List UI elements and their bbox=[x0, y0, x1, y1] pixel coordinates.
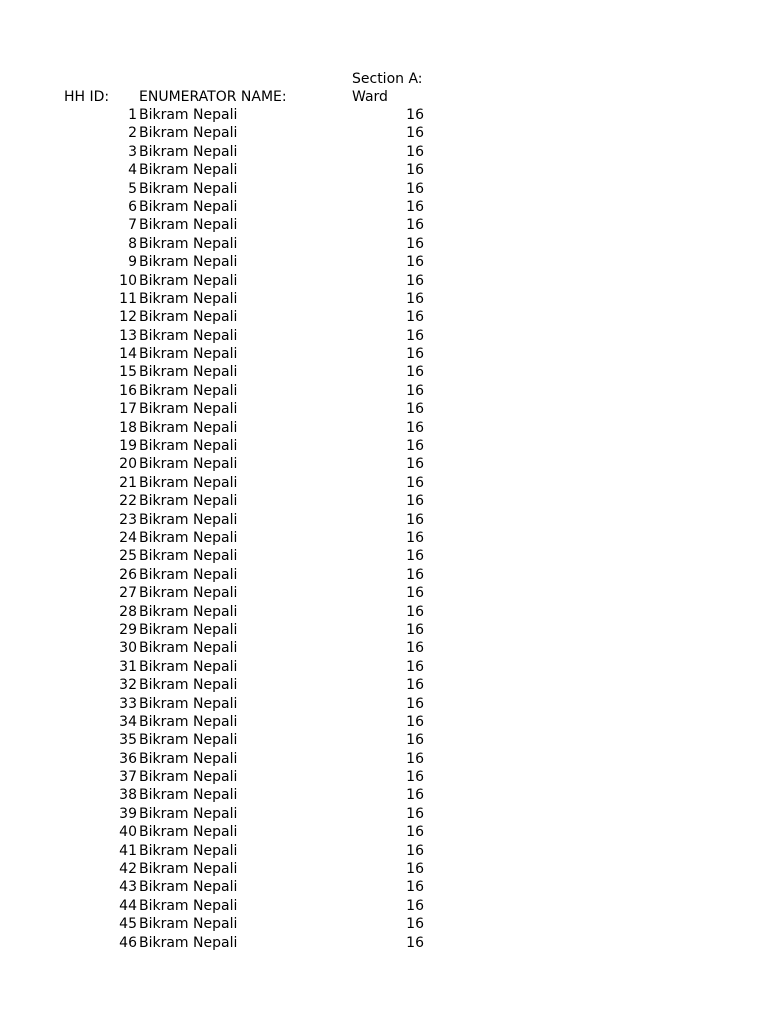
table-row bbox=[0, 731, 768, 749]
enumerator-name-cell: Bikram Nepali bbox=[139, 419, 238, 436]
table-row bbox=[0, 786, 768, 804]
ward-cell: 16 bbox=[406, 217, 424, 234]
enumerator-name-cell: Bikram Nepali bbox=[139, 787, 238, 804]
ward-cell: 16 bbox=[406, 235, 424, 252]
hh-id-cell: 23 bbox=[119, 511, 137, 528]
enumerator-name-cell: Bikram Nepali bbox=[139, 695, 238, 712]
enumerator-name-cell: Bikram Nepali bbox=[139, 401, 238, 418]
enumerator-name-cell: Bikram Nepali bbox=[139, 897, 238, 914]
hh-id-cell: 24 bbox=[119, 529, 137, 546]
ward-cell: 16 bbox=[406, 861, 424, 878]
table-row bbox=[0, 878, 768, 896]
ward-cell: 16 bbox=[406, 566, 424, 583]
header-enumerator-name: ENUMERATOR NAME: bbox=[139, 89, 287, 105]
hh-id-cell: 37 bbox=[119, 769, 137, 786]
table-row bbox=[0, 768, 768, 786]
ward-cell: 16 bbox=[406, 934, 424, 951]
hh-id-cell: 7 bbox=[128, 217, 137, 234]
ward-cell: 16 bbox=[406, 879, 424, 896]
hh-id-cell: 21 bbox=[119, 474, 137, 491]
ward-cell: 16 bbox=[406, 180, 424, 197]
enumerator-name-cell: Bikram Nepali bbox=[139, 934, 238, 951]
table-row bbox=[0, 106, 768, 124]
table-row bbox=[0, 676, 768, 694]
hh-id-cell: 11 bbox=[119, 290, 137, 307]
enumerator-name-cell: Bikram Nepali bbox=[139, 382, 238, 399]
table-row bbox=[0, 437, 768, 455]
enumerator-name-cell: Bikram Nepali bbox=[139, 621, 238, 638]
table-row bbox=[0, 823, 768, 841]
hh-id-cell: 17 bbox=[119, 401, 137, 418]
enumerator-name-cell: Bikram Nepali bbox=[139, 198, 238, 215]
table-row bbox=[0, 400, 768, 418]
table-row bbox=[0, 915, 768, 933]
table-row bbox=[0, 327, 768, 345]
hh-id-cell: 44 bbox=[119, 897, 137, 914]
hh-id-cell: 46 bbox=[119, 934, 137, 951]
header-section-a: Section A: bbox=[352, 71, 423, 87]
enumerator-name-cell: Bikram Nepali bbox=[139, 346, 238, 363]
ward-cell: 16 bbox=[406, 713, 424, 730]
enumerator-name-cell: Bikram Nepali bbox=[139, 493, 238, 510]
enumerator-name-cell: Bikram Nepali bbox=[139, 364, 238, 381]
ward-cell: 16 bbox=[406, 162, 424, 179]
table-row bbox=[0, 897, 768, 915]
ward-cell: 16 bbox=[406, 327, 424, 344]
ward-cell: 16 bbox=[406, 548, 424, 565]
hh-id-cell: 26 bbox=[119, 566, 137, 583]
hh-id-cell: 14 bbox=[119, 346, 137, 363]
ward-cell: 16 bbox=[406, 346, 424, 363]
table-row bbox=[0, 750, 768, 768]
enumerator-name-cell: Bikram Nepali bbox=[139, 658, 238, 675]
enumerator-name-cell: Bikram Nepali bbox=[139, 548, 238, 565]
enumerator-name-cell: Bikram Nepali bbox=[139, 309, 238, 326]
table-row bbox=[0, 272, 768, 290]
ward-cell: 16 bbox=[406, 254, 424, 271]
hh-id-cell: 45 bbox=[119, 916, 137, 933]
ward-cell: 16 bbox=[406, 897, 424, 914]
ward-cell: 16 bbox=[406, 511, 424, 528]
table-row bbox=[0, 345, 768, 363]
ward-cell: 16 bbox=[406, 382, 424, 399]
table-row bbox=[0, 492, 768, 510]
hh-id-cell: 3 bbox=[128, 143, 137, 160]
header-ward: Ward bbox=[352, 89, 388, 105]
ward-cell: 16 bbox=[406, 585, 424, 602]
table-row bbox=[0, 382, 768, 400]
hh-id-cell: 43 bbox=[119, 879, 137, 896]
ward-cell: 16 bbox=[406, 769, 424, 786]
enumerator-name-cell: Bikram Nepali bbox=[139, 162, 238, 179]
hh-id-cell: 38 bbox=[119, 787, 137, 804]
hh-id-cell: 12 bbox=[119, 309, 137, 326]
data-rows bbox=[0, 106, 768, 952]
enumerator-name-cell: Bikram Nepali bbox=[139, 750, 238, 767]
table-row bbox=[0, 529, 768, 547]
hh-id-cell: 15 bbox=[119, 364, 137, 381]
hh-id-cell: 41 bbox=[119, 842, 137, 859]
hh-id-cell: 30 bbox=[119, 640, 137, 657]
ward-cell: 16 bbox=[406, 805, 424, 822]
ward-cell: 16 bbox=[406, 916, 424, 933]
table-row bbox=[0, 934, 768, 952]
ward-cell: 16 bbox=[406, 125, 424, 142]
enumerator-name-cell: Bikram Nepali bbox=[139, 603, 238, 620]
ward-cell: 16 bbox=[406, 143, 424, 160]
hh-id-cell: 16 bbox=[119, 382, 137, 399]
hh-id-cell: 22 bbox=[119, 493, 137, 510]
table-row bbox=[0, 639, 768, 657]
table-row bbox=[0, 180, 768, 198]
enumerator-name-cell: Bikram Nepali bbox=[139, 217, 238, 234]
ward-cell: 16 bbox=[406, 658, 424, 675]
ward-cell: 16 bbox=[406, 401, 424, 418]
table-row bbox=[0, 198, 768, 216]
enumerator-name-cell: Bikram Nepali bbox=[139, 235, 238, 252]
enumerator-name-cell: Bikram Nepali bbox=[139, 842, 238, 859]
enumerator-name-cell: Bikram Nepali bbox=[139, 438, 238, 455]
hh-id-cell: 36 bbox=[119, 750, 137, 767]
header-hh-id: HH ID: bbox=[64, 89, 110, 105]
ward-cell: 16 bbox=[406, 695, 424, 712]
ward-cell: 16 bbox=[406, 272, 424, 289]
table-row bbox=[0, 419, 768, 437]
enumerator-name-cell: Bikram Nepali bbox=[139, 511, 238, 528]
table-row bbox=[0, 161, 768, 179]
ward-cell: 16 bbox=[406, 732, 424, 749]
table-row bbox=[0, 455, 768, 473]
ward-cell: 16 bbox=[406, 474, 424, 491]
enumerator-name-cell: Bikram Nepali bbox=[139, 732, 238, 749]
hh-id-cell: 5 bbox=[128, 180, 137, 197]
table-row bbox=[0, 474, 768, 492]
enumerator-name-cell: Bikram Nepali bbox=[139, 805, 238, 822]
enumerator-name-cell: Bikram Nepali bbox=[139, 916, 238, 933]
table-row bbox=[0, 621, 768, 639]
ward-cell: 16 bbox=[406, 677, 424, 694]
hh-id-cell: 29 bbox=[119, 621, 137, 638]
ward-cell: 16 bbox=[406, 621, 424, 638]
enumerator-name-cell: Bikram Nepali bbox=[139, 254, 238, 271]
hh-id-cell: 20 bbox=[119, 456, 137, 473]
table-row bbox=[0, 547, 768, 565]
enumerator-name-cell: Bikram Nepali bbox=[139, 327, 238, 344]
ward-cell: 16 bbox=[406, 198, 424, 215]
table-row bbox=[0, 658, 768, 676]
ward-cell: 16 bbox=[406, 290, 424, 307]
ward-cell: 16 bbox=[406, 493, 424, 510]
hh-id-cell: 40 bbox=[119, 824, 137, 841]
enumerator-name-cell: Bikram Nepali bbox=[139, 474, 238, 491]
table-row bbox=[0, 584, 768, 602]
ward-cell: 16 bbox=[406, 842, 424, 859]
table-row bbox=[0, 235, 768, 253]
ward-cell: 16 bbox=[406, 640, 424, 657]
hh-id-cell: 28 bbox=[119, 603, 137, 620]
table-row bbox=[0, 603, 768, 621]
enumerator-name-cell: Bikram Nepali bbox=[139, 143, 238, 160]
enumerator-name-cell: Bikram Nepali bbox=[139, 125, 238, 142]
hh-id-cell: 42 bbox=[119, 861, 137, 878]
table-row bbox=[0, 124, 768, 142]
table-row bbox=[0, 290, 768, 308]
table-row bbox=[0, 363, 768, 381]
enumerator-name-cell: Bikram Nepali bbox=[139, 824, 238, 841]
ward-cell: 16 bbox=[406, 309, 424, 326]
enumerator-name-cell: Bikram Nepali bbox=[139, 180, 238, 197]
enumerator-name-cell: Bikram Nepali bbox=[139, 585, 238, 602]
hh-id-cell: 10 bbox=[119, 272, 137, 289]
hh-id-cell: 35 bbox=[119, 732, 137, 749]
ward-cell: 16 bbox=[406, 529, 424, 546]
ward-cell: 16 bbox=[406, 750, 424, 767]
hh-id-cell: 32 bbox=[119, 677, 137, 694]
enumerator-name-cell: Bikram Nepali bbox=[139, 861, 238, 878]
enumerator-name-cell: Bikram Nepali bbox=[139, 677, 238, 694]
table-row bbox=[0, 713, 768, 731]
ward-cell: 16 bbox=[406, 107, 424, 123]
ward-cell: 16 bbox=[406, 456, 424, 473]
hh-id-cell: 25 bbox=[119, 548, 137, 565]
table-row bbox=[0, 566, 768, 584]
hh-id-cell: 27 bbox=[119, 585, 137, 602]
table-row bbox=[0, 805, 768, 823]
hh-id-cell: 18 bbox=[119, 419, 137, 436]
hh-id-cell: 39 bbox=[119, 805, 137, 822]
enumerator-name-cell: Bikram Nepali bbox=[139, 566, 238, 583]
ward-cell: 16 bbox=[406, 438, 424, 455]
enumerator-name-cell: Bikram Nepali bbox=[139, 456, 238, 473]
ward-cell: 16 bbox=[406, 419, 424, 436]
table-row bbox=[0, 143, 768, 161]
hh-id-cell: 2 bbox=[128, 125, 137, 142]
hh-id-cell: 31 bbox=[119, 658, 137, 675]
enumerator-name-cell: Bikram Nepali bbox=[139, 879, 238, 896]
table-row bbox=[0, 308, 768, 326]
table-row bbox=[0, 695, 768, 713]
table-row bbox=[0, 216, 768, 234]
enumerator-name-cell: Bikram Nepali bbox=[139, 272, 238, 289]
hh-id-cell: 13 bbox=[119, 327, 137, 344]
hh-id-cell: 8 bbox=[128, 235, 137, 252]
hh-id-cell: 9 bbox=[128, 254, 137, 271]
table-row bbox=[0, 860, 768, 878]
enumerator-name-cell: Bikram Nepali bbox=[139, 640, 238, 657]
hh-id-cell: 33 bbox=[119, 695, 137, 712]
hh-id-cell: 4 bbox=[128, 162, 137, 179]
hh-id-cell: 6 bbox=[128, 198, 137, 215]
enumerator-name-cell: Bikram Nepali bbox=[139, 769, 238, 786]
ward-cell: 16 bbox=[406, 603, 424, 620]
table-row bbox=[0, 511, 768, 529]
enumerator-name-cell: Bikram Nepali bbox=[139, 529, 238, 546]
ward-cell: 16 bbox=[406, 787, 424, 804]
table-row bbox=[0, 842, 768, 860]
hh-id-cell: 19 bbox=[119, 438, 137, 455]
enumerator-name-cell: Bikram Nepali bbox=[139, 107, 238, 123]
enumerator-name-cell: Bikram Nepali bbox=[139, 290, 238, 307]
hh-id-cell: 1 bbox=[128, 107, 137, 123]
enumerator-name-cell: Bikram Nepali bbox=[139, 713, 238, 730]
table-row bbox=[0, 253, 768, 271]
ward-cell: 16 bbox=[406, 364, 424, 381]
ward-cell: 16 bbox=[406, 824, 424, 841]
hh-id-cell: 34 bbox=[119, 713, 137, 730]
